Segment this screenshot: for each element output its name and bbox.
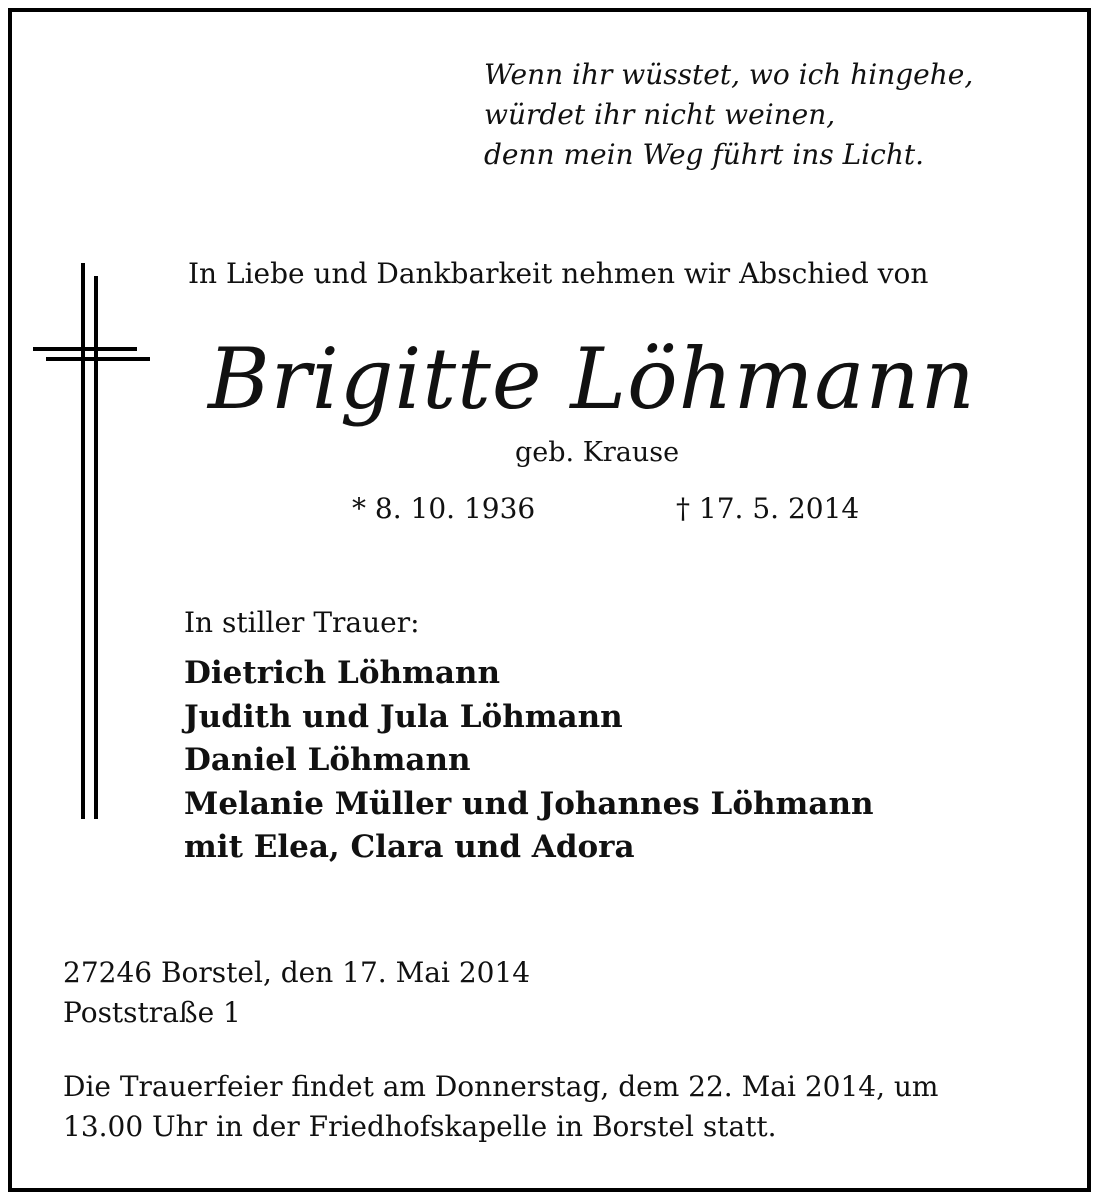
mourner: Judith und Jula Löhmann xyxy=(184,698,623,735)
ceremony-line-2: 13.00 Uhr in der Friedhofskapelle in Borstel statt. xyxy=(63,1110,777,1143)
mourner: Daniel Löhmann xyxy=(184,742,471,778)
intro-text: In Liebe und Dankbarkeit nehmen wir Abschied von xyxy=(188,257,929,290)
address-line-2: Poststraße 1 xyxy=(63,996,241,1029)
mourner: Melanie Müller und Johannes Löhmann xyxy=(184,785,874,822)
maiden-name: geb. Krause xyxy=(515,437,680,468)
death-date: † 17. 5. 2014 xyxy=(676,492,860,525)
mourner: Dietrich Löhmann xyxy=(184,655,500,691)
birth-date: * 8. 10. 1936 xyxy=(352,492,536,525)
ceremony-line-1: Die Trauerfeier findet am Donnerstag, dem 22. Mai 2014, um xyxy=(63,1070,939,1103)
ceremony-info xyxy=(63,1067,938,1147)
mourners-list xyxy=(184,652,874,870)
mourning-label: In stiller Trauer: xyxy=(184,606,420,639)
quote-line-3: denn mein Weg führt ins Licht. xyxy=(484,138,925,171)
address xyxy=(63,953,530,1033)
quote-line-1: Wenn ihr wüsstet, wo ich hingehe, xyxy=(484,58,974,91)
quote-line-2: würdet ihr nicht weinen, xyxy=(484,98,836,131)
deceased-name: Brigitte Löhmann xyxy=(208,330,976,428)
address-line-1: 27246 Borstel, den 17. Mai 2014 xyxy=(63,956,531,989)
quote xyxy=(484,55,973,175)
mourner: mit Elea, Clara und Adora xyxy=(184,829,635,865)
